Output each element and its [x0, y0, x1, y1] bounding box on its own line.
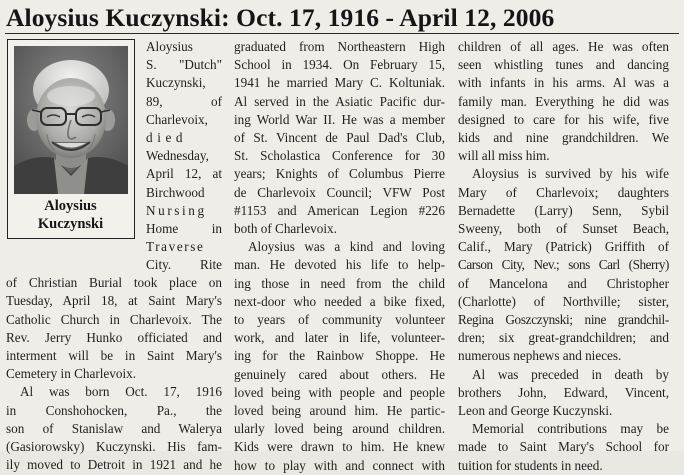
text-line: City. Rite: [146, 257, 222, 272]
photo-caption: [8, 197, 133, 233]
text-line: son of Stanislaw and Walerya: [6, 420, 222, 436]
text-line: numerous nephews and nieces.: [458, 348, 622, 364]
text-line: 89, of: [146, 93, 222, 109]
text-line: will all miss him.: [458, 148, 550, 164]
column-1-top-text: [146, 38, 222, 256]
text-line: work, and later in life, volunteer-: [234, 330, 445, 346]
text-line: loved being with people and people: [234, 384, 445, 400]
text-line: Al served in the Asiatic Pacific dur-: [234, 93, 445, 109]
text-line: Birchwood: [146, 184, 205, 200]
paragraph-preceded: [458, 366, 669, 421]
text-line: de Charlevoix Council; VFW Post: [234, 184, 445, 200]
text-line: Mary of Charlevoix; daughters: [458, 184, 669, 200]
text-line: designed to care for his wife, five: [458, 111, 669, 127]
text-line: Home in: [146, 221, 222, 237]
caption-first-name: Aloysius: [44, 198, 97, 214]
portrait-image: [14, 46, 128, 194]
text-line: S. "Dutch": [146, 57, 222, 73]
text-line: Sweeny, both of Sunset Beach,: [458, 221, 669, 237]
paragraph-birth: [6, 383, 222, 474]
text-line: of St. Vincent de Paul Dad's Club,: [234, 130, 445, 146]
photo-frame: [7, 39, 135, 239]
text-line: to years of community volunteer: [234, 312, 445, 328]
text-line: ily moved to Detroit in 1921 and he: [6, 457, 222, 473]
paragraph-intro-bottom: [6, 256, 222, 383]
text-line: Kids were drawn to him. He knew: [234, 439, 445, 455]
text-line: Nursing: [146, 202, 207, 218]
text-line: seen whistling tunes and dancing: [458, 57, 669, 73]
paragraph-memorial: [458, 420, 669, 475]
text-line: loved being around him. He partic-: [234, 403, 445, 419]
text-line: Al was preceded in death by: [472, 366, 669, 382]
text-line: Tuesday, April 18, at Saint Mary's: [6, 293, 222, 309]
paragraph-character: [234, 238, 445, 475]
text-line: Kuczynski,: [146, 75, 206, 91]
text-line: ing those in need from the child: [234, 275, 445, 291]
text-line: Aloysius: [146, 39, 193, 54]
paragraph-education-service: [234, 38, 445, 238]
paragraph-family-man: [458, 38, 669, 165]
text-line: Memorial contributions may be: [472, 421, 669, 437]
text-line: Leon and George Kuczynski.: [458, 403, 613, 419]
text-line: tuition for students in need.: [458, 457, 603, 473]
text-line: family man. Everything he did was: [458, 93, 669, 109]
text-line: Al was born Oct. 17, 1916: [20, 384, 222, 400]
text-line: Aloysius is survived by his wife: [472, 166, 669, 182]
caption-last-name: Kuczynski: [37, 216, 104, 232]
paragraph-intro-top: [146, 38, 222, 256]
text-line: kids and nine grandchildren. We: [458, 130, 669, 146]
text-line: #1153 and American Legion #226: [234, 202, 445, 218]
text-line: (Gasiorowsky) Kuczynski. His fam-: [6, 439, 222, 455]
column-1-bottom-text: [6, 256, 222, 474]
text-line: Traverse: [146, 239, 205, 255]
column-3-text: [458, 38, 669, 475]
text-line: Aloysius was a kind and loving: [248, 239, 445, 255]
portrait-photo: [14, 46, 128, 194]
text-line: 1941 he married Mary C. Koltuniak.: [234, 75, 445, 91]
text-line: made to Saint Mary's School for: [458, 439, 669, 455]
text-line: School in 1934. On February 15,: [234, 57, 445, 73]
text-line: next-door who needed a bike fixed,: [234, 293, 445, 309]
text-line: of Christian Burial took place on: [6, 275, 222, 291]
text-line: Cemetery in Charlevoix.: [6, 366, 137, 382]
text-line: of Mancelona and Christopher: [458, 275, 669, 291]
text-line: died: [146, 130, 188, 146]
text-line: dren; six great-grandchildren; and: [458, 330, 669, 346]
text-line: (Charlotte) of Northville; sister,: [458, 293, 669, 309]
text-line: Bernadette (Larry) Senn, Sybil: [458, 202, 669, 218]
text-line: April 12, at: [146, 166, 222, 182]
text-line: ing World War II. He was a member: [234, 111, 445, 127]
text-line: Catholic Church in Charlevoix. The: [6, 311, 222, 327]
text-line: Regina Goszczynski; nine grandchil-: [458, 312, 669, 328]
text-line: genuinely cared about others. He: [234, 366, 445, 382]
text-line: man. He devoted his life to help-: [234, 257, 445, 273]
paragraph-survivors: [458, 165, 669, 365]
column-2-text: [234, 38, 445, 475]
text-line: graduated from Northeastern High: [234, 39, 445, 54]
text-line: with infants in his arms. Al was a: [458, 75, 669, 91]
headline: Aloysius Kuczynski: Oct. 17, 1916 - April 12, 2006: [6, 3, 555, 32]
text-line: in Conshohocken, Pa., the: [6, 402, 222, 418]
text-line: years; Knights of Columbus Pierre: [234, 166, 445, 182]
text-line: Charlevoix,: [146, 111, 208, 127]
text-line: brothers John, Edward, Vincent,: [458, 384, 669, 400]
text-line: Calif., Mary (Patrick) Griffith of: [458, 239, 669, 255]
text-line: children of all ages. He was often: [458, 39, 669, 54]
text-line: interment will be in Saint Mary's: [6, 348, 222, 364]
headline-rule: [5, 33, 679, 34]
text-line: how to play with and connect with: [234, 457, 445, 473]
text-line: ing for the Rainbow Shoppe. He: [234, 348, 445, 364]
text-line: both of Charlevoix.: [234, 221, 337, 237]
text-line: Carson City, Nev.; sons Carl (Sherry): [458, 257, 669, 273]
text-line: ularly loved being around children.: [234, 421, 445, 437]
text-line: Rev. Jerry Hunko officiated and: [6, 329, 222, 345]
text-line: Wednesday,: [146, 148, 209, 164]
text-line: St. Scholastica Conference for 30: [234, 148, 445, 164]
